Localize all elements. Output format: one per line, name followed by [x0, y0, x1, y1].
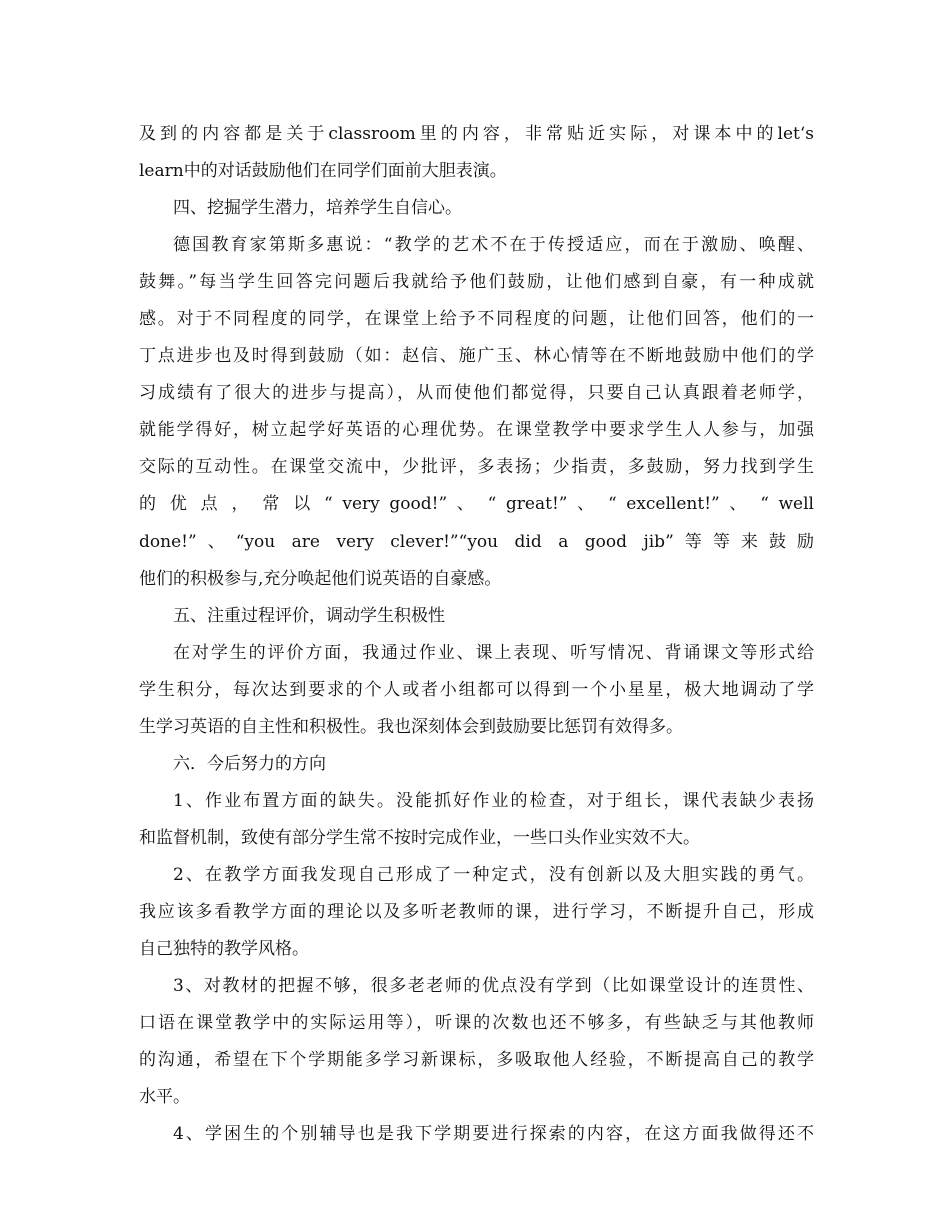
text-line: 4、学困生的个别辅导也是我下学期要进行探索的内容，在这方面我做得还不 — [173, 1124, 814, 1145]
text-line: 四、挖掘学生潜力，培养学生自信心。 — [173, 198, 462, 219]
text-line: 的 优 点 ， 常 以 “ very good!” 、 “ great!” 、 “ excellent!” 、 “ well — [139, 494, 814, 515]
text-line: 习成绩有了很大的进步与提高），从而使他们都觉得，只要自己认真跟着老师学， — [139, 383, 814, 404]
text-line: done!”、“you are very clever!”“you did a good jib”等等来鼓励 — [139, 531, 814, 552]
text-line: 丁点进步也及时得到鼓励（如：赵信、施广玉、林心情等在不断地鼓励中他们的学 — [139, 346, 814, 367]
text-line: 1、作业布置方面的缺失。没能抓好作业的检查，对于组长，课代表缺少表扬 — [173, 790, 814, 811]
text-line: 自己独特的教学风格。 — [139, 939, 309, 960]
document-body — [139, 116, 814, 1153]
text-line: 鼓舞。”每当学生回答完问题后我就给予他们鼓励，让他们感到自豪，有一种成就 — [139, 272, 814, 293]
text-line: 3、对教材的把握不够，很多老老师的优点没有学到（比如课堂设计的连贯性、 — [173, 976, 814, 997]
text-line: learn中的对话鼓励他们在同学们面前大胆表演。 — [139, 161, 507, 182]
text-line: 水平。 — [139, 1087, 190, 1108]
text-line: 交际的互动性。在课堂交流中，少批评，多表扬；少指责，多鼓励，努力找到学生 — [139, 457, 814, 478]
text-line: 六．今后努力的方向 — [173, 753, 326, 774]
text-line: 的沟通，希望在下个学期能多学习新课标，多吸取他人经验，不断提高自己的教学 — [139, 1050, 814, 1071]
text-line: 和监督机制，致使有部分学生常不按时完成作业，一些口头作业实效不大。 — [139, 827, 700, 848]
text-line: 他们的积极参与,充分唤起他们说英语的自豪感。 — [139, 568, 502, 589]
text-line: 就能学得好，树立起学好英语的心理优势。在课堂教学中要求学生人人参与，加强 — [139, 420, 814, 441]
text-line: 感。对于不同程度的同学，在课堂上给予不同程度的问题，让他们回答，他们的一 — [139, 309, 814, 330]
text-line: 2、在教学方面我发现自己形成了一种定式，没有创新以及大胆实践的勇气。 — [173, 864, 814, 885]
text-line: 德国教育家第斯多惠说：“教学的艺术不在于传授适应，而在于激励、唤醒、 — [173, 235, 814, 256]
text-line: 及到的内容都是关于classroom里的内容，非常贴近实际，对课本中的let‘s — [139, 124, 814, 144]
text-line: 五、注重过程评价，调动学生积极性 — [173, 605, 445, 626]
text-line: 学生积分，每次达到要求的个人或者小组都可以得到一个小星星，极大地调动了学 — [139, 679, 814, 700]
text-line: 在对学生的评价方面，我通过作业、课上表现、听写情况、背诵课文等形式给 — [173, 642, 814, 663]
text-line: 口语在课堂教学中的实际运用等），听课的次数也还不够多，有些缺乏与其他教师 — [139, 1013, 814, 1034]
text-line: 我应该多看教学方面的理论以及多听老教师的课，进行学习，不断提升自己，形成 — [139, 901, 814, 922]
text-line: 生学习英语的自主性和积极性。我也深刻体会到鼓励要比惩罚有效得多。 — [139, 716, 683, 737]
